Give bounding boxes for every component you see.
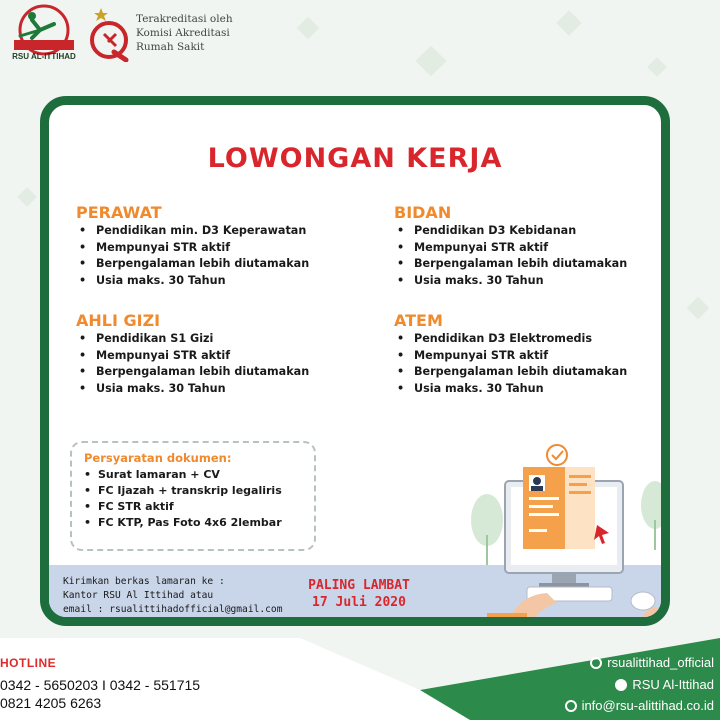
requirement-item: • Mempunyai STR aktif xyxy=(394,240,670,257)
bg-diamond xyxy=(17,187,37,207)
document-item: • Surat lamaran + CV xyxy=(84,467,302,483)
phone-mobile: 0821 4205 6263 xyxy=(0,695,102,711)
facebook-icon xyxy=(615,679,627,691)
submission-info: Kirimkan berkas lamaran ke : Kantor RSU Al Ittihad atau email : rsualittihadofficial@gmail.com xyxy=(63,576,283,615)
position-perawat xyxy=(76,203,376,289)
requirement-item: • Mempunyai STR aktif xyxy=(394,348,670,365)
position-title: ATEM xyxy=(394,311,443,330)
deadline-label: PALING LAMBAT xyxy=(308,578,410,593)
header xyxy=(0,0,720,92)
kars-accreditation-logo-icon xyxy=(84,6,134,62)
position-atem xyxy=(394,311,670,397)
requirement-item: • Pendidikan min. D3 Keperawatan xyxy=(76,223,376,240)
requirement-item: • Usia maks. 30 Tahun xyxy=(394,381,670,398)
document-item: • FC STR aktif xyxy=(84,499,302,515)
hotline-label: HOTLINE xyxy=(0,656,57,670)
accreditation-text: Terakreditasi oleh Komisi Akreditasi Rumah Sakit xyxy=(136,13,233,53)
requirement-item: • Berpengalaman lebih diutamakan xyxy=(76,364,376,381)
requirement-item: • Berpengalaman lebih diutamakan xyxy=(394,256,670,273)
page-title: LOWONGAN KERJA xyxy=(207,143,503,174)
requirement-item: • Pendidikan S1 Gizi xyxy=(76,331,376,348)
facebook-contact: RSU Al-Ittihad xyxy=(615,677,714,692)
position-bidan xyxy=(394,203,670,289)
position-ahli-gizi xyxy=(76,311,376,397)
computer-cv-illustration-icon xyxy=(447,425,670,626)
requirement-item: • Usia maks. 30 Tahun xyxy=(76,381,376,398)
requirement-item: • Mempunyai STR aktif xyxy=(76,348,376,365)
email-contact: info@rsu-alittihad.co.id xyxy=(565,698,714,713)
bg-diamond xyxy=(687,297,710,320)
email-icon xyxy=(565,700,577,712)
document-item: • FC KTP, Pas Foto 4x6 2lembar xyxy=(84,515,302,531)
requirement-item: • Usia maks. 30 Tahun xyxy=(394,273,670,290)
document-item: • FC Ijazah + transkrip legaliris xyxy=(84,483,302,499)
hospital-name: RSU AL-ITTIHAD xyxy=(12,52,76,61)
requirement-item: • Mempunyai STR aktif xyxy=(76,240,376,257)
requirement-item: • Pendidikan D3 Elektromedis xyxy=(394,331,670,348)
documents-box xyxy=(70,441,316,551)
position-title: BIDAN xyxy=(394,203,452,222)
position-title: PERAWAT xyxy=(76,203,162,222)
deadline xyxy=(289,577,429,611)
position-title: AHLI GIZI xyxy=(76,311,161,330)
instagram-icon xyxy=(590,657,602,669)
deadline-date: 17 Juli 2020 xyxy=(312,595,406,610)
requirement-item: • Usia maks. 30 Tahun xyxy=(76,273,376,290)
hotline-numbers xyxy=(0,676,200,712)
instagram-contact: rsualittihad_official xyxy=(590,655,714,670)
phone-landline: 0342 - 5650203 I 0342 - 551715 xyxy=(0,677,201,693)
requirement-item: • Pendidikan D3 Kebidanan xyxy=(394,223,670,240)
requirement-item: • Berpengalaman lebih diutamakan xyxy=(394,364,670,381)
requirement-item: • Berpengalaman lebih diutamakan xyxy=(76,256,376,273)
documents-title: Persyaratan dokumen: xyxy=(84,451,232,465)
poster-frame xyxy=(40,96,670,626)
